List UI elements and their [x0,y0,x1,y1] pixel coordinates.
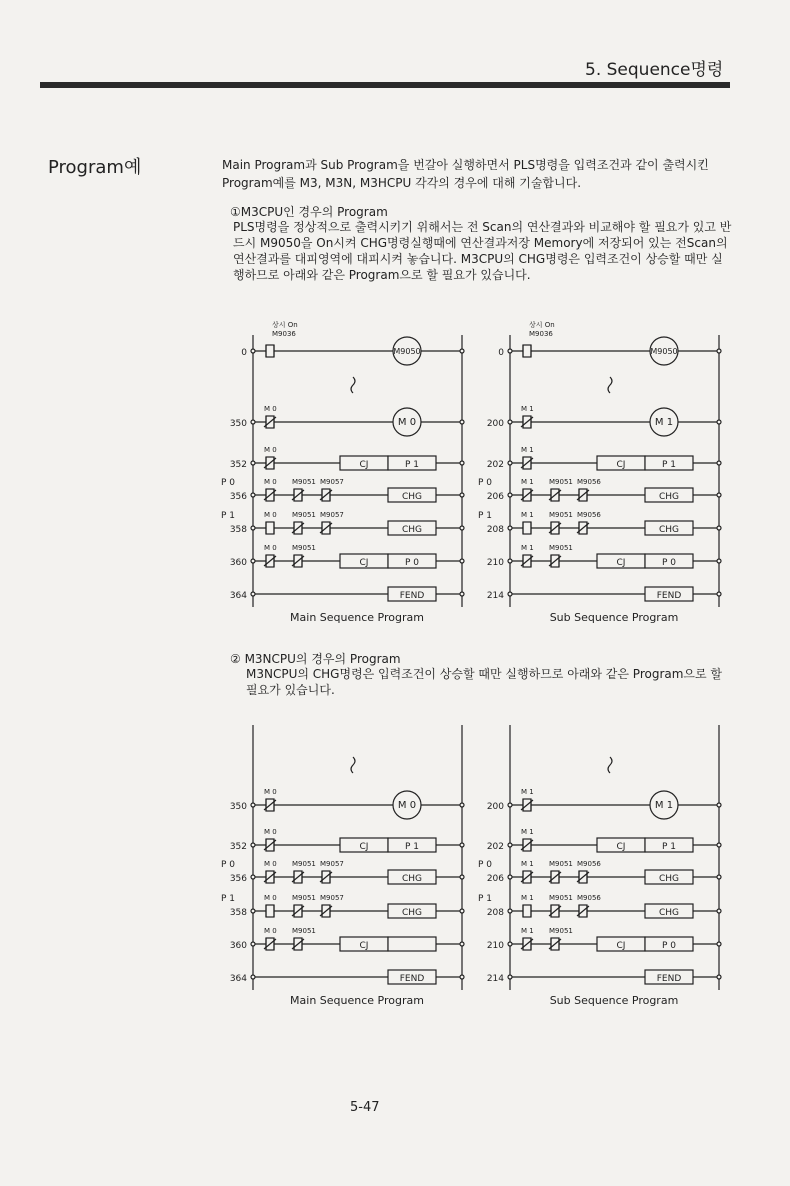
rail-node [460,803,464,807]
instruction-label: CHG [658,492,680,502]
contact-gap [266,345,274,357]
contact-label: M9051 [549,860,573,868]
instruction-label: CHG [658,525,680,535]
rail-node [251,942,255,946]
rail-node [508,975,512,979]
rail-node [508,559,512,563]
rail-node [251,349,255,353]
contact-label: M 1 [521,788,534,796]
contact-gap [523,345,531,357]
rail-node [251,526,255,530]
special-relay-label: M9036 [529,330,553,338]
rail-node [251,592,255,596]
pointer-label: P 0 [220,478,235,488]
header-title: 5. Sequence명령 [585,60,724,80]
contact-label: M 1 [521,478,534,486]
rail-node [251,875,255,879]
coil-label: M 0 [397,417,417,428]
coil-label: M 1 [654,417,674,428]
step-number: 210 [486,941,504,951]
contact-label: M 1 [521,544,534,552]
contact-label: M9051 [549,927,573,935]
rail-node [508,843,512,847]
contact-label: M9051 [549,894,573,902]
contact-label: M9057 [320,894,344,902]
rail-node [508,909,512,913]
rail-node [717,526,721,530]
case1-body: PLS명령을 정상적으로 출력시키기 위해서는 전 Scan의 연산결과와 비교해야 할 필요가 있고 반드시 M9050을 On시켜 CHG명령실행때에 연산결과저장 Memory에 저장되어 있는 전Scan의 연산결과를 대피영역에 대피시켜 놓습니다. M3CPU의 CHG명령은 입력조건이 상승할 때만 실행하므로 아래와 같은 Program으로 할 필요가 있습니다. [233,220,732,282]
pointer-label: P 1 [220,511,235,521]
contact-label: M 1 [521,446,534,454]
step-number: 356 [229,492,247,502]
ladder-diagram-case2-sub [477,720,742,1015]
contact-gap [523,522,531,534]
contact-label: M 0 [264,544,277,552]
rail-node [717,559,721,563]
step-number: 352 [229,842,247,852]
coil-label: M9050 [650,347,678,356]
step-number: 208 [486,525,504,535]
gap-symbol [351,377,355,393]
step-number: 352 [229,460,247,470]
instruction-label: CJ [616,460,626,470]
ladder-diagram-case1-sub [477,315,742,630]
instruction-label: CHG [401,492,423,502]
operand-box [388,937,436,951]
contact-label: M9051 [292,927,316,935]
rail-node [717,592,721,596]
step-number: 358 [229,525,247,535]
instruction-label: CHG [658,874,680,884]
case2-heading: ② M3NCPU의 경우의 Program [230,652,401,666]
rail-node [508,592,512,596]
step-number: 364 [229,591,247,601]
contact-label: M 0 [264,927,277,935]
contact-label: M9057 [320,511,344,519]
operand-label: P 1 [661,460,677,470]
instruction-label: FEND [656,974,682,984]
rail-node [717,875,721,879]
instruction-label: CJ [359,842,369,852]
rail-node [508,875,512,879]
coil-label: M 0 [397,800,417,811]
operand-label: P 0 [661,558,677,568]
step-number: 0 [498,348,504,358]
rail-node [460,909,464,913]
rail-node [717,349,721,353]
rail-node [508,420,512,424]
instruction-label: CJ [359,558,369,568]
step-number: 200 [486,419,504,429]
case1-heading: ①M3CPU인 경우의 Program [230,205,388,219]
intro-paragraph: Main Program과 Sub Program을 번갈아 실행하면서 PLS명령을 입력조건과 같이 출력시킨 Program예를 M3, M3N, M3HCPU 각각의 경우에 대해 기술합니다. [222,158,709,190]
gap-symbol [351,757,355,773]
diagram-caption: Sub Sequence Program [549,611,679,624]
contact-label: M9056 [577,478,601,486]
rail-node [460,559,464,563]
step-number: 360 [229,941,247,951]
instruction-label: CJ [359,460,369,470]
instruction-label: FEND [656,591,682,601]
gap-symbol [608,757,612,773]
step-number: 356 [229,874,247,884]
rail-node [460,592,464,596]
pointer-label: P 1 [477,894,492,904]
rail-node [251,803,255,807]
rail-node [717,942,721,946]
rail-node [717,909,721,913]
pointer-label: P 0 [477,478,492,488]
rail-node [251,420,255,424]
operand-label: P 1 [404,460,420,470]
step-number: 350 [229,419,247,429]
rail-node [460,975,464,979]
rail-node [717,975,721,979]
operand-label: P 0 [661,941,677,951]
instruction-label: FEND [399,974,425,984]
rail-node [508,942,512,946]
gap-symbol [608,377,612,393]
instruction-label: CJ [616,941,626,951]
contact-label: M 0 [264,828,277,836]
contact-label: M9057 [320,860,344,868]
step-number: 214 [486,591,504,601]
contact-label: M 0 [264,446,277,454]
contact-label: M9051 [292,544,316,552]
instruction-label: CHG [401,874,423,884]
contact-label: M9056 [577,860,601,868]
rail-node [717,461,721,465]
pointer-label: P 1 [220,894,235,904]
rail-node [251,461,255,465]
instruction-label: CHG [401,908,423,918]
diagram-caption: Main Sequence Program [290,611,424,624]
step-number: 200 [486,802,504,812]
contact-gap [266,905,274,917]
step-number: 364 [229,974,247,984]
contact-gap [523,905,531,917]
pointer-label: P 0 [220,860,235,870]
step-number: 202 [486,460,504,470]
ladder-diagram-case2-main [220,720,485,1015]
step-number: 0 [241,348,247,358]
always-on-label: 상시 On [272,321,298,329]
contact-label: M9056 [577,894,601,902]
contact-label: M9051 [549,544,573,552]
rail-node [717,843,721,847]
special-relay-label: M9036 [272,330,296,338]
contact-label: M9051 [292,478,316,486]
contact-label: M 1 [521,405,534,413]
contact-label: M9051 [549,511,573,519]
contact-label: M 1 [521,927,534,935]
step-number: 206 [486,492,504,502]
contact-label: M 0 [264,860,277,868]
contact-gap [266,522,274,534]
contact-label: M9057 [320,478,344,486]
rail-node [460,420,464,424]
contact-label: M9051 [292,511,316,519]
coil-label: M9050 [393,347,421,356]
case2-body: M3NCPU의 CHG명령은 입력조건이 상승할 때만 실행하므로 아래와 같은 Program으로 할 필요가 있습니다. [246,667,723,697]
rail-node [251,559,255,563]
step-number: 210 [486,558,504,568]
contact-label: M9051 [292,894,316,902]
instruction-label: CJ [616,558,626,568]
contact-label: M 1 [521,894,534,902]
header-rule [40,82,730,88]
rail-node [460,349,464,353]
rail-node [717,493,721,497]
rail-node [251,975,255,979]
contact-label: M 0 [264,478,277,486]
rail-node [251,909,255,913]
step-number: 208 [486,908,504,918]
step-number: 214 [486,974,504,984]
rail-node [251,493,255,497]
step-number: 358 [229,908,247,918]
rail-node [717,420,721,424]
contact-label: M 0 [264,405,277,413]
rail-node [460,942,464,946]
pointer-label: P 0 [477,860,492,870]
pointer-label: P 1 [477,511,492,521]
rail-node [251,843,255,847]
step-number: 360 [229,558,247,568]
operand-label: P 0 [404,558,420,568]
rail-node [460,843,464,847]
rail-node [717,803,721,807]
rail-node [460,493,464,497]
contact-label: M9056 [577,511,601,519]
contact-label: M 0 [264,788,277,796]
rail-node [508,493,512,497]
diagram-caption: Sub Sequence Program [549,994,679,1007]
instruction-label: FEND [399,591,425,601]
instruction-label: CJ [359,941,369,951]
contact-label: M 1 [521,828,534,836]
contact-label: M 0 [264,511,277,519]
coil-label: M 1 [654,800,674,811]
contact-label: M 0 [264,894,277,902]
instruction-label: CHG [401,525,423,535]
contact-label: M 1 [521,511,534,519]
rail-node [508,526,512,530]
step-number: 350 [229,802,247,812]
rail-node [508,803,512,807]
always-on-label: 상시 On [529,321,555,329]
rail-node [508,349,512,353]
rail-node [460,461,464,465]
step-number: 206 [486,874,504,884]
step-number: 202 [486,842,504,852]
rail-node [508,461,512,465]
operand-label: P 1 [404,842,420,852]
rail-node [460,875,464,879]
page-number: 5-47 [350,1100,380,1115]
instruction-label: CJ [616,842,626,852]
contact-label: M9051 [549,478,573,486]
section-label: Program예 [48,157,142,178]
rail-node [460,526,464,530]
contact-label: M 1 [521,860,534,868]
contact-label: M9051 [292,860,316,868]
operand-label: P 1 [661,842,677,852]
instruction-label: CHG [658,908,680,918]
diagram-caption: Main Sequence Program [290,994,424,1007]
ladder-diagram-case1-main [220,315,485,630]
